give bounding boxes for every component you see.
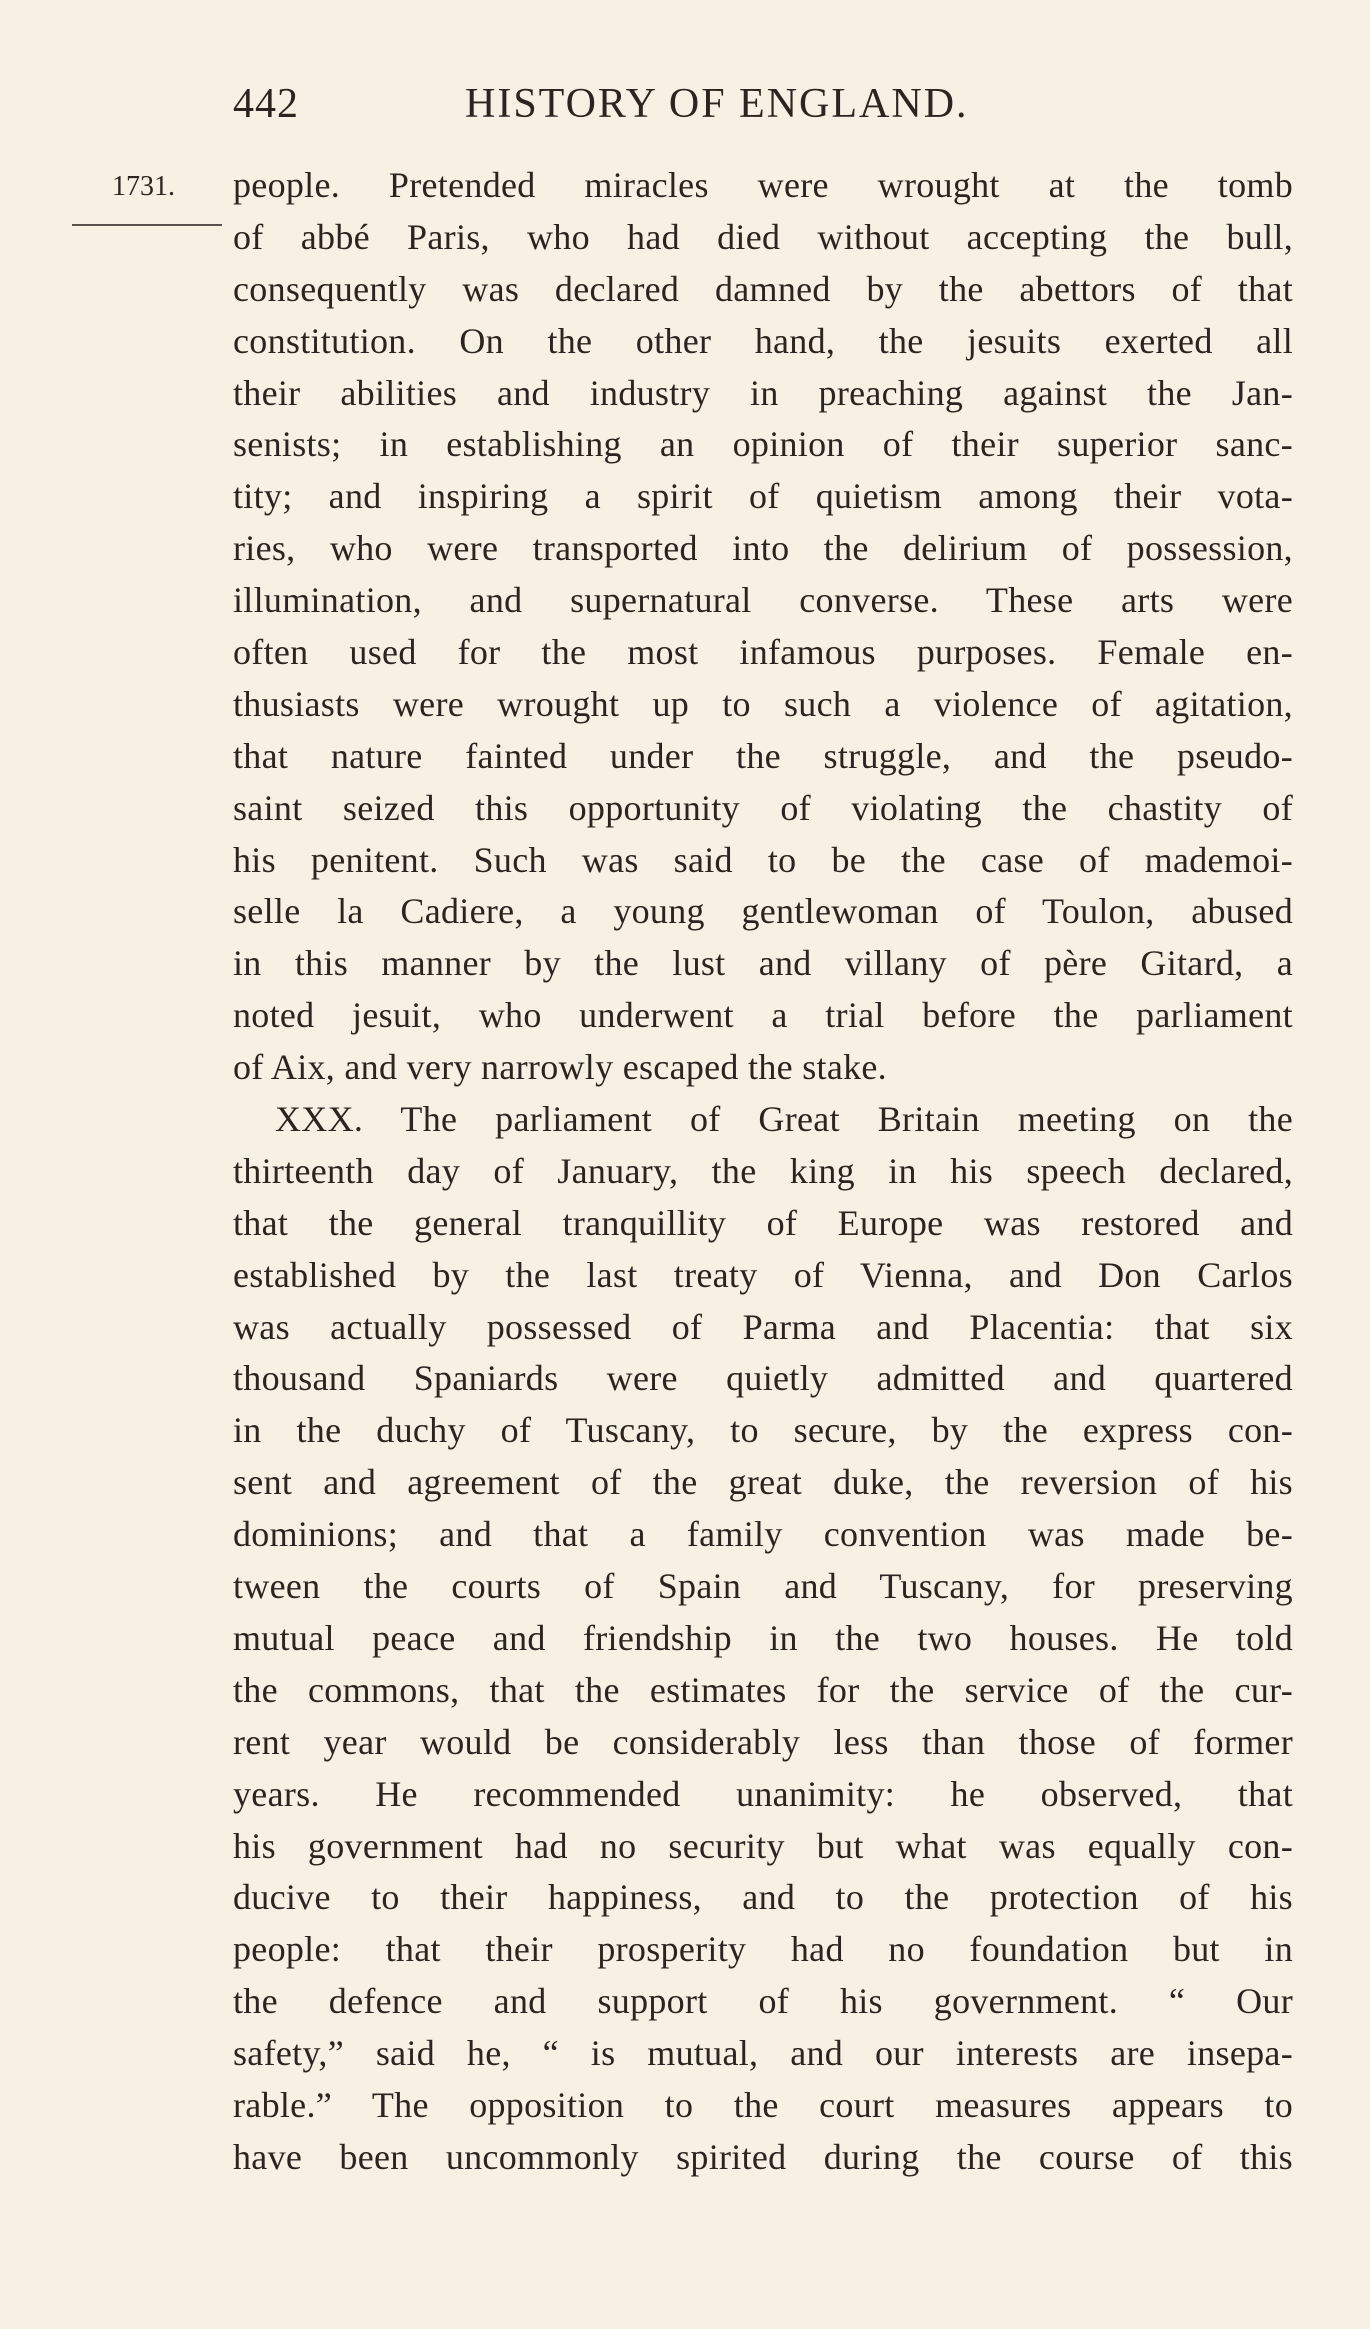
text-line: constitution. On the other hand, the jesuits exerted all — [233, 320, 1293, 361]
text-line: their abilities and industry in preaching against the Jan- — [233, 372, 1293, 413]
text-line: that nature fainted under the struggle, and the pseudo- — [233, 735, 1293, 776]
text-line: ries, who were transported into the delirium of possession, — [233, 528, 1293, 569]
text-line: in the duchy of Tuscany, to secure, by the express con- — [233, 1410, 1293, 1451]
text-line: thousand Spaniards were quietly admitted and quartered — [233, 1358, 1293, 1399]
page-number: 442 — [233, 81, 299, 127]
text-line: rable.” The opposition to the court measures appears to — [233, 2084, 1293, 2125]
text-line: was actually possessed of Parma and Placentia: that six — [233, 1306, 1293, 1347]
text-line: thirteenth day of January, the king in his speech declared, — [233, 1150, 1293, 1191]
text-line: of abbé Paris, who had died without accepting the bull, — [233, 216, 1293, 257]
text-line: years. He recommended unanimity: he observed, that — [233, 1773, 1293, 1814]
body-text — [233, 160, 1293, 2184]
page-header — [233, 74, 1068, 134]
text-line: the defence and support of his government. “ Our — [233, 1981, 1293, 2022]
text-line: have been uncommonly spirited during the course of this — [233, 2136, 1293, 2177]
text-line: rent year would be considerably less than those of former — [233, 1721, 1293, 1762]
text-line: that the general tranquillity of Europe was restored and — [233, 1202, 1293, 1243]
text-line: tity; and inspiring a spirit of quietism among their vota- — [233, 476, 1293, 517]
text-line: the commons, that the estimates for the service of the cur- — [233, 1669, 1293, 1710]
paragraph-end-line: of Aix, and very narrowly escaped the stake. — [233, 1047, 887, 1088]
text-line: mutual peace and friendship in the two houses. He told — [233, 1617, 1293, 1658]
text-line: selle la Cadiere, a young gentlewoman of Toulon, abused — [233, 891, 1293, 932]
text-line: saint seized this opportunity of violating the chastity of — [233, 787, 1293, 828]
text-line: people: that their prosperity had no foundation but in — [233, 1929, 1293, 1970]
text-line: often used for the most infamous purposes. Female en- — [233, 632, 1293, 673]
text-line: ducive to their happiness, and to the protection of his — [233, 1877, 1293, 1918]
margin-rule — [72, 224, 222, 226]
text-line: senists; in establishing an opinion of their superior sanc- — [233, 424, 1293, 465]
text-line: thusiasts were wrought up to such a violence of agitation, — [233, 683, 1293, 724]
text-line: his penitent. Such was said to be the case of mademoi- — [233, 839, 1293, 880]
text-line: consequently was declared damned by the abettors of that — [233, 268, 1293, 309]
text-line: illumination, and supernatural converse. These arts were — [233, 580, 1293, 621]
text-line: safety,” said he, “ is mutual, and our interests are insepa- — [233, 2033, 1293, 2074]
text-line: in this manner by the lust and villany of père Gitard, a — [233, 943, 1293, 984]
text-line: people. Pretended miracles were wrought at the tomb — [233, 165, 1293, 205]
text-line: tween the courts of Spain and Tuscany, for preserving — [233, 1566, 1293, 1607]
running-title: HISTORY OF ENGLAND. — [465, 81, 969, 127]
text-line: established by the last treaty of Vienna, and Don Carlos — [233, 1254, 1293, 1295]
section-start-line: XXX. The parliament of Great Britain meeting on the — [275, 1099, 1293, 1140]
text-line: noted jesuit, who underwent a trial before the parliament — [233, 995, 1293, 1036]
margin-year-note: 1731. — [112, 171, 175, 202]
text-line: his government had no security but what was equally con- — [233, 1825, 1293, 1866]
text-line: dominions; and that a family convention was made be- — [233, 1514, 1293, 1555]
text-line: sent and agreement of the great duke, the reversion of his — [233, 1462, 1293, 1503]
